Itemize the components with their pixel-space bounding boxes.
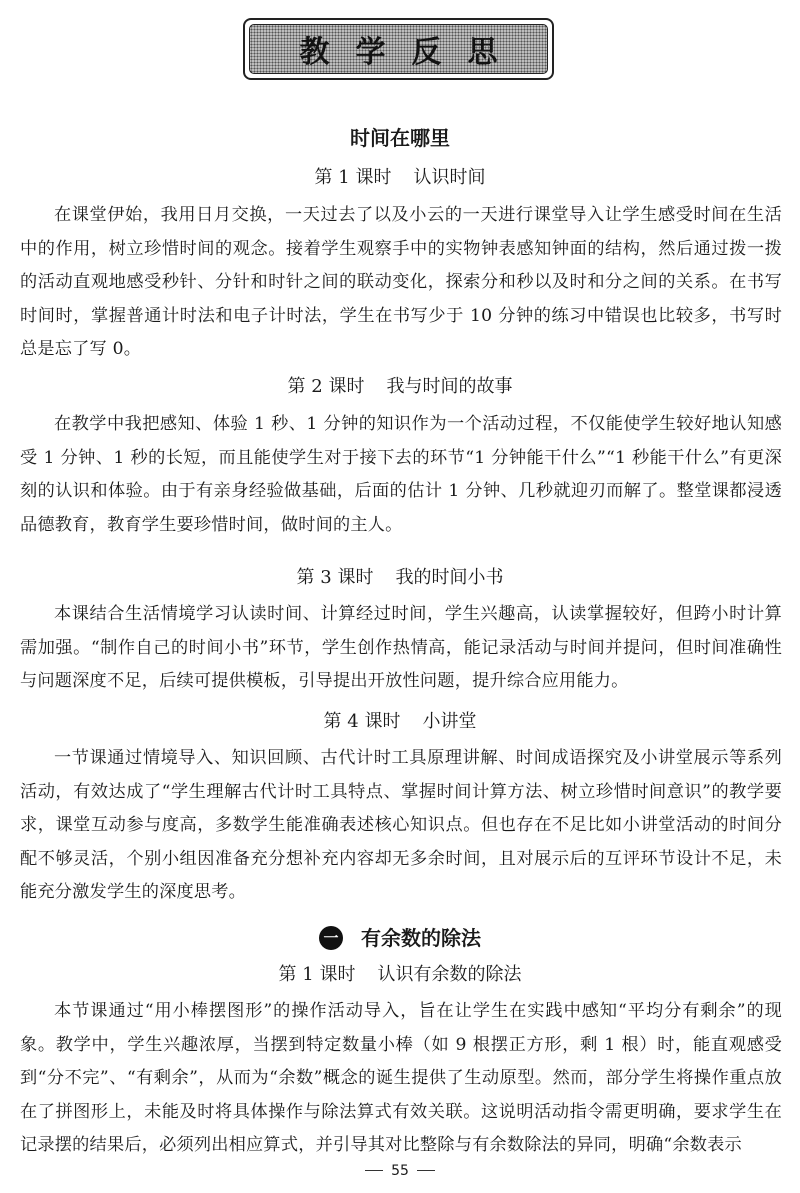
banner-pattern: [249, 24, 548, 74]
lesson-2-name: 我与时间的故事: [386, 376, 513, 397]
section-number-badge: 一: [319, 926, 343, 950]
section-lesson-paragraph: 本节课通过“用小棒摆图形”的操作活动导入，旨在让学生在实践中感知“平均分有剩余”的现象。教学中，学生兴趣浓厚，当摆到特定数量小棒（如 9 根摆正方形，剩 1 根）时，能直观感受到“分不完”、“有剩余”，从而为“余数”概念的诞生提供了生动原型。然而，部分学生将操作重点放在了拼图形上，未能及时将具体操作与除法算式有效关联。这说明活动指令需更明确，要求学生在记录摆的结果后，必须列出相应算式，并引导其对比整除与有余数除法的异同，明确“余数表示: [20, 1001, 782, 1155]
section-lesson-heading: [0, 960, 800, 986]
lesson-3-heading: [0, 563, 800, 589]
lesson-1-heading: [0, 163, 800, 189]
page-footer: [0, 1163, 800, 1179]
lesson-4-heading: [0, 707, 800, 733]
unit-title: 时间在哪里: [350, 126, 450, 150]
page-number: 55: [391, 1163, 409, 1179]
lesson-3-paragraph: 本课结合生活情境学习认读时间、计算经过时间，学生兴趣高，认读掌握较好，但跨小时计算需加强。“制作自己的时间小书”环节，学生创作热情高，能记录活动与时间并提问，但时间准确性与问题深度不足，后续可提供模板，引导提出开放性问题，提升综合应用能力。: [20, 604, 782, 691]
lesson-1-paragraph: 在课堂伊始，我用日月交换，一天过去了以及小云的一天进行课堂导入让学生感受时间在生活中的作用，树立珍惜时间的观念。接着学生观察手中的实物钟表感知钟面的结构，然后通过拨一拨的活动直观地感受秒针、分针和时针之间的联动变化，探索分和秒以及时和分之间的关系。在书写时间时，掌握普通计时法和电子计时法，学生在书写少于 10 分钟的练习中错误也比较多，书写时总是忘了写 0。: [20, 205, 782, 359]
lesson-3-number: 第 3 课时: [296, 567, 374, 588]
footer-dash-left: [365, 1170, 383, 1171]
lesson-2-number: 第 2 课时: [287, 376, 365, 397]
section-heading: [0, 922, 800, 951]
lesson-2-paragraph: 在教学中我把感知、体验 1 秒、1 分钟的知识作为一个活动过程，不仅能使学生较好地认知感受 1 分钟、1 秒的长短，而且能使学生对于接下去的环节“1 分钟能干什么”“1 秒能干什么”有更深刻的认识和体验。由于有亲身经验做基础，后面的估计 1 分钟、几秒就迎刃而解了。整堂课都浸透品德教育，教育学生要珍惜时间，做时间的主人。: [20, 414, 782, 535]
section-title: 有余数的除法: [361, 926, 481, 950]
footer-dash-right: [417, 1170, 435, 1171]
section-lesson-name: 认识有余数的除法: [377, 964, 522, 985]
lesson-3-name: 我的时间小书: [395, 567, 504, 588]
section-lesson-number: 第 1 课时: [278, 964, 356, 985]
lesson-4-number: 第 4 课时: [323, 711, 401, 732]
lesson-2-heading: [0, 372, 800, 398]
lesson-1-number: 第 1 课时: [314, 167, 392, 188]
banner-title: 教学反思: [299, 35, 524, 70]
lesson-4-name: 小讲堂: [422, 711, 477, 732]
lesson-1-name: 认识时间: [413, 167, 486, 188]
lesson-4-paragraph: 一节课通过情境导入、知识回顾、古代计时工具原理讲解、时间成语探究及小讲堂展示等系列活动，有效达成了“学生理解古代计时工具特点、掌握时间计算方法、树立珍惜时间意识”的教学要求，课堂互动参与度高，多数学生能准确表述核心知识点。但也存在不足比如小讲堂活动的时间分配不够灵活，个别小组因准备充分想补充内容却无多余时间，且对展示后的互评环节设计不足，未能充分激发学生的深度思考。: [20, 748, 782, 902]
section-banner: [243, 18, 554, 80]
